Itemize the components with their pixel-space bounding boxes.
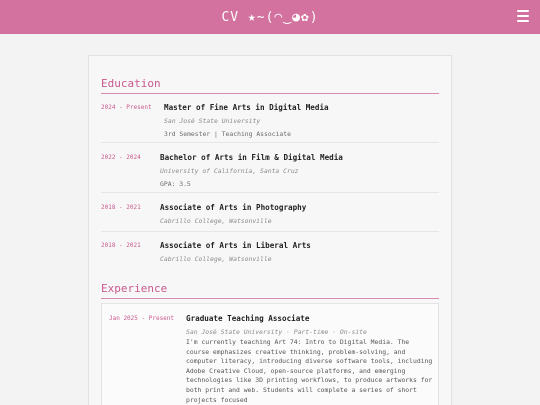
entry-body	[186, 314, 434, 405]
hamburger-menu-icon[interactable]	[517, 10, 529, 23]
education-entry	[101, 203, 439, 232]
entry-org: Cabrillo College, Watsonville	[160, 217, 272, 225]
entry-body	[160, 241, 440, 263]
entry-title: Associate of Arts in Photography	[160, 203, 307, 212]
entry-org: San José State University · Part-time · On-site	[186, 328, 367, 336]
entry-body	[160, 153, 440, 188]
education-entry	[101, 241, 439, 270]
entry-title: Bachelor of Arts in Film & Digital Media	[160, 153, 343, 162]
entry-org: University of California, Santa Cruz	[160, 167, 299, 175]
entry-date: Jan 2025 - Present	[109, 315, 175, 322]
entry-date: 2018 - 2021	[101, 242, 141, 249]
entry-org: Cabrillo College, Watsonville	[160, 255, 272, 263]
entry-org: San José State University	[164, 117, 261, 125]
experience-heading: Experience	[101, 282, 439, 299]
entry-body	[164, 103, 444, 138]
experience-entry	[101, 303, 439, 405]
entry-title: Master of Fine Arts in Digital Media	[164, 103, 329, 112]
entry-description: I'm currently teaching Art 74: Intro to Digital Media. The course emphasizes creative thinking, problem-solving, and computer literacy, introducing diverse software tools, including Adobe Creative Cloud, open-source platforms, and emerging technologies like 3D printing workflows, to produce artworks for both print and web. Students will complete a series of short projects focused	[186, 338, 433, 404]
entry-date: 2024 - Present	[101, 104, 152, 111]
site-title[interactable]: CV ★~(◠‿◕✿)	[221, 9, 319, 25]
top-bar	[0, 0, 540, 34]
education-entry	[101, 153, 439, 193]
entry-body	[160, 203, 440, 225]
entry-meta: 3rd Semester | Teaching Associate	[164, 130, 291, 138]
education-heading: Education	[101, 77, 439, 94]
entry-meta: GPA: 3.5	[160, 180, 191, 188]
entry-date: 2022 - 2024	[101, 154, 141, 161]
entry-title: Graduate Teaching Associate	[186, 314, 310, 323]
entry-title: Associate of Arts in Liberal Arts	[160, 241, 311, 250]
education-entry	[101, 103, 439, 143]
cv-card	[88, 55, 452, 405]
entry-date: 2018 - 2021	[101, 204, 141, 211]
